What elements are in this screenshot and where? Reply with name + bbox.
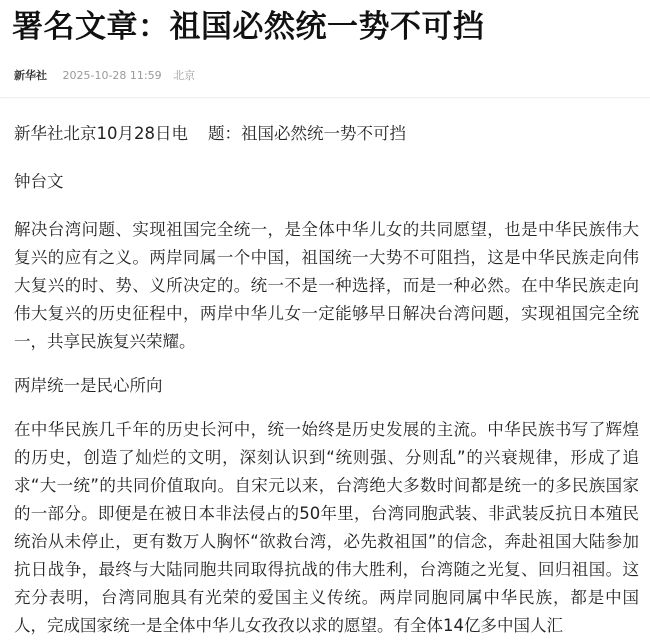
author-byline: 钟台文: [14, 172, 64, 191]
dateline-prefix: 新华社北京10月28日电: [14, 124, 188, 143]
article-header: [0, 0, 650, 98]
meta-source[interactable]: 新华社: [14, 69, 47, 82]
article-body: [14, 120, 639, 640]
dateline-headline: 题：祖国必然统一势不可挡: [208, 124, 406, 143]
meta-location: 北京: [173, 69, 196, 82]
article-title: 署名文章：祖国必然统一势不可挡: [12, 9, 485, 45]
paragraph: 在中华民族几千年的历史长河中，统一始终是历史发展的主流。中华民族书写了辉煌的历史，创造了灿烂的文明，深刻认识到“统则强、分则乱”的兴衰规律，形成了追求“大一统”的共同价值取向。自宋元以来，台湾绝大多数时间都是统一的多民族国家的一部分。即便是在被日本非法侵占的50年里，台湾同胞武装、非武装反抗日本殖民统治从未停止，更有数万人胸怀“欲救台湾，必先救祖国”的信念，奔赴祖国大陆参加抗日战争，最终与大陆同胞共同取得抗战的伟大胜利，台湾随之光复、回归祖国。这充分表明，台湾同胞具有光荣的爱国主义传统。两岸同胞同属中华民族，都是中国人，完成国家统一是全体中华儿女孜孜以求的愿望。有全体14亿多中国人汇: [14, 420, 639, 635]
article-meta: [14, 67, 195, 85]
paragraph: 解决台湾问题、实现祖国完全统一，是全体中华儿女的共同愿望，也是中华民族伟大复兴的应有之义。两岸同属一个中国，祖国统一大势不可阻挡，这是中华民族走向伟大复兴的时、势、义所决定的。统一不是一种选择，而是一种必然。在中华民族走向伟大复兴的历史征程中，两岸中华儿女一定能够早日解决台湾问题，实现祖国完全统一，共享民族复兴荣耀。: [14, 220, 639, 351]
dateline: [14, 120, 639, 148]
meta-datetime: 2025-10-28 11:59: [62, 69, 162, 82]
section-heading: 两岸统一是民心所向: [14, 376, 163, 395]
